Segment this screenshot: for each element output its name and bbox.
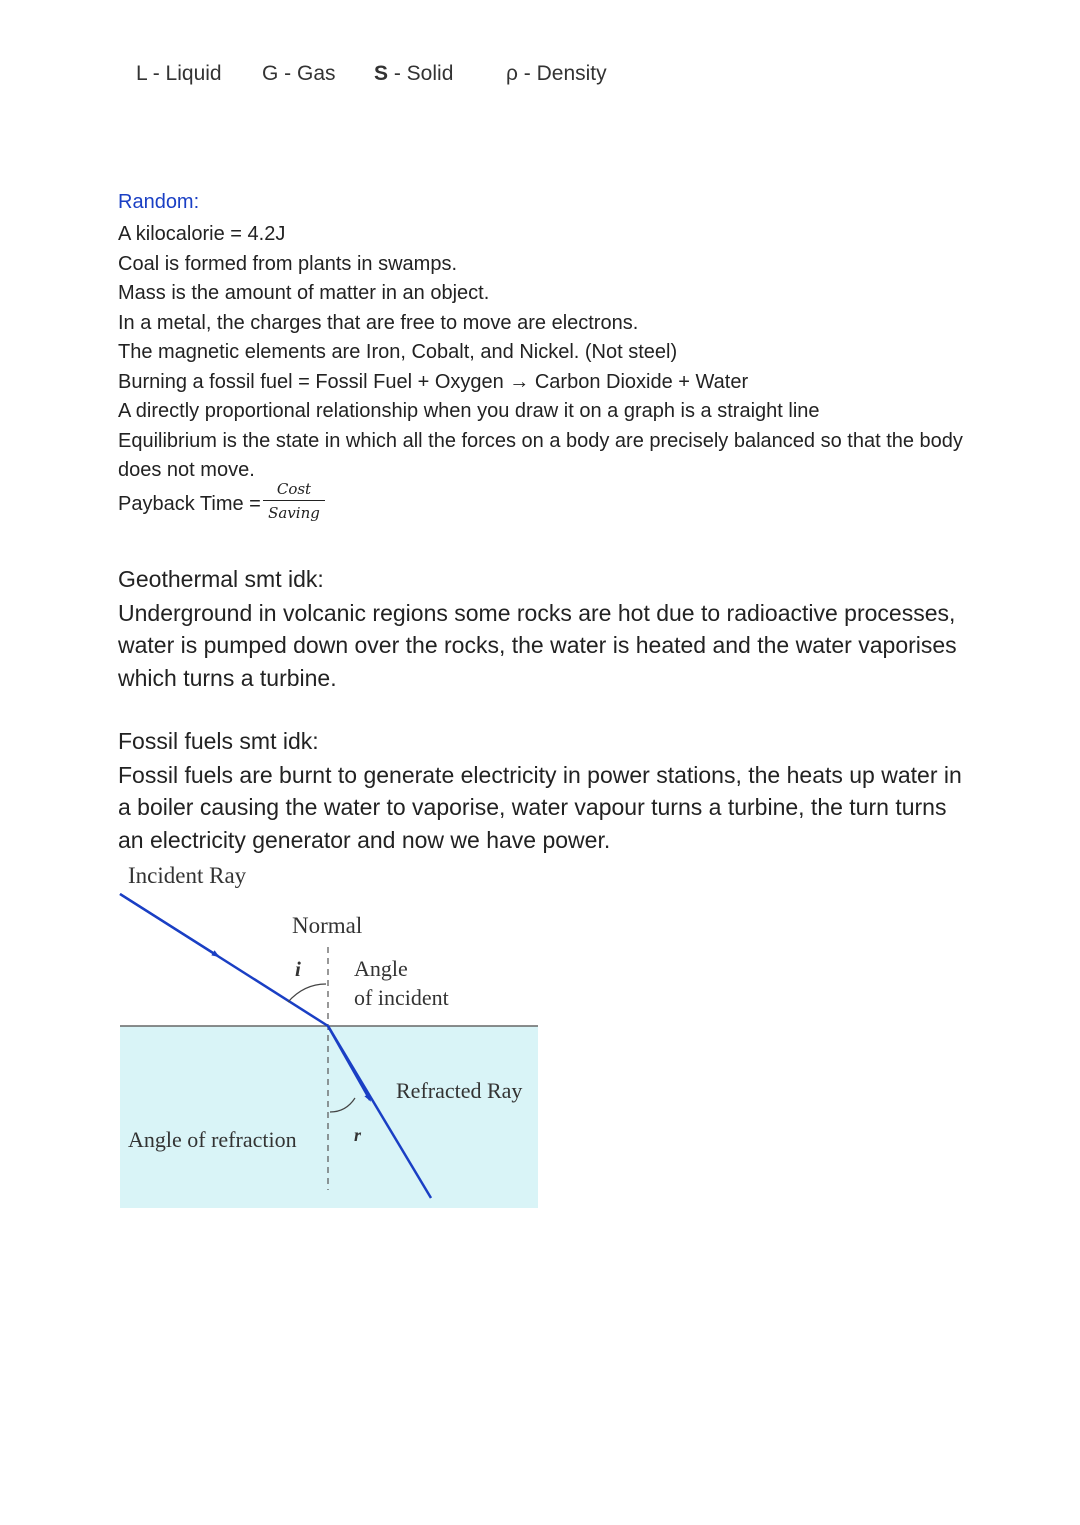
note-line: A directly proportional relationship when you draw it on a graph is a straight line <box>118 400 820 422</box>
angle-i-arc <box>288 984 326 1002</box>
angle-incident-label-1: Angle <box>354 956 408 981</box>
refraction-svg <box>118 860 548 1210</box>
note-line: The magnetic elements are Iron, Cobalt, and Nickel. (Not steel) <box>118 341 678 363</box>
legend-solid <box>374 62 453 86</box>
payback-formula <box>118 480 325 522</box>
payback-fraction <box>263 480 325 522</box>
fossil-heading: Fossil fuels smt idk: <box>118 728 319 754</box>
legend-liquid: L - Liquid <box>136 62 222 85</box>
normal-label: Normal <box>292 913 363 938</box>
fossil-section <box>118 725 968 856</box>
angle-r-label: r <box>354 1125 362 1145</box>
refracted-ray-label: Refracted Ray <box>396 1078 523 1103</box>
note-line: Mass is the amount of matter in an object. <box>118 282 490 304</box>
payback-label: Payback Time = <box>118 492 261 515</box>
note-line: Burning a fossil fuel = Fossil Fuel + Oxygen → Carbon Dioxide + Water <box>118 370 749 393</box>
payback-numerator: Cost <box>263 480 325 501</box>
payback-denominator: Saving <box>268 504 320 522</box>
angle-incident-label-2: of incident <box>354 985 449 1010</box>
legend-density: ρ - Density <box>506 62 607 85</box>
geothermal-section <box>118 563 968 694</box>
geothermal-body: Underground in volcanic regions some rocks are hot due to radioactive processes, water is pumped down over the rocks, the water is heated and the water vaporises which turns a turbine. <box>118 599 957 691</box>
note-line: Equilibrium is the state in which all the forces on a body are precisely balanced so that the body does not move. <box>118 429 963 481</box>
angle-i-label: i <box>295 957 301 981</box>
geothermal-heading: Geothermal smt idk: <box>118 566 324 592</box>
note-line: Coal is formed from plants in swamps. <box>118 252 458 275</box>
refraction-diagram <box>118 860 548 1210</box>
incident-arrow <box>120 894 218 956</box>
water-region <box>120 1026 538 1208</box>
note-line: In a metal, the charges that are free to move are electrons. <box>118 311 639 334</box>
note-line: A kilocalorie = 4.2J <box>118 223 286 245</box>
fossil-body: Fossil fuels are burnt to generate electricity in power stations, the heats up water in a boiler causing the water to vaporise, water vapour turns a turbine, the turn turns an electricity generator and now we have power. <box>118 761 962 853</box>
angle-refraction-label: Angle of refraction <box>128 1127 297 1152</box>
legend-gas: G - Gas <box>262 62 336 85</box>
random-heading: Random: <box>118 191 200 213</box>
incident-ray-label: Incident Ray <box>128 863 247 888</box>
random-notes <box>118 220 978 486</box>
legend-solid-rest: - Solid <box>388 62 454 85</box>
legend-solid-letter: S <box>374 62 389 85</box>
